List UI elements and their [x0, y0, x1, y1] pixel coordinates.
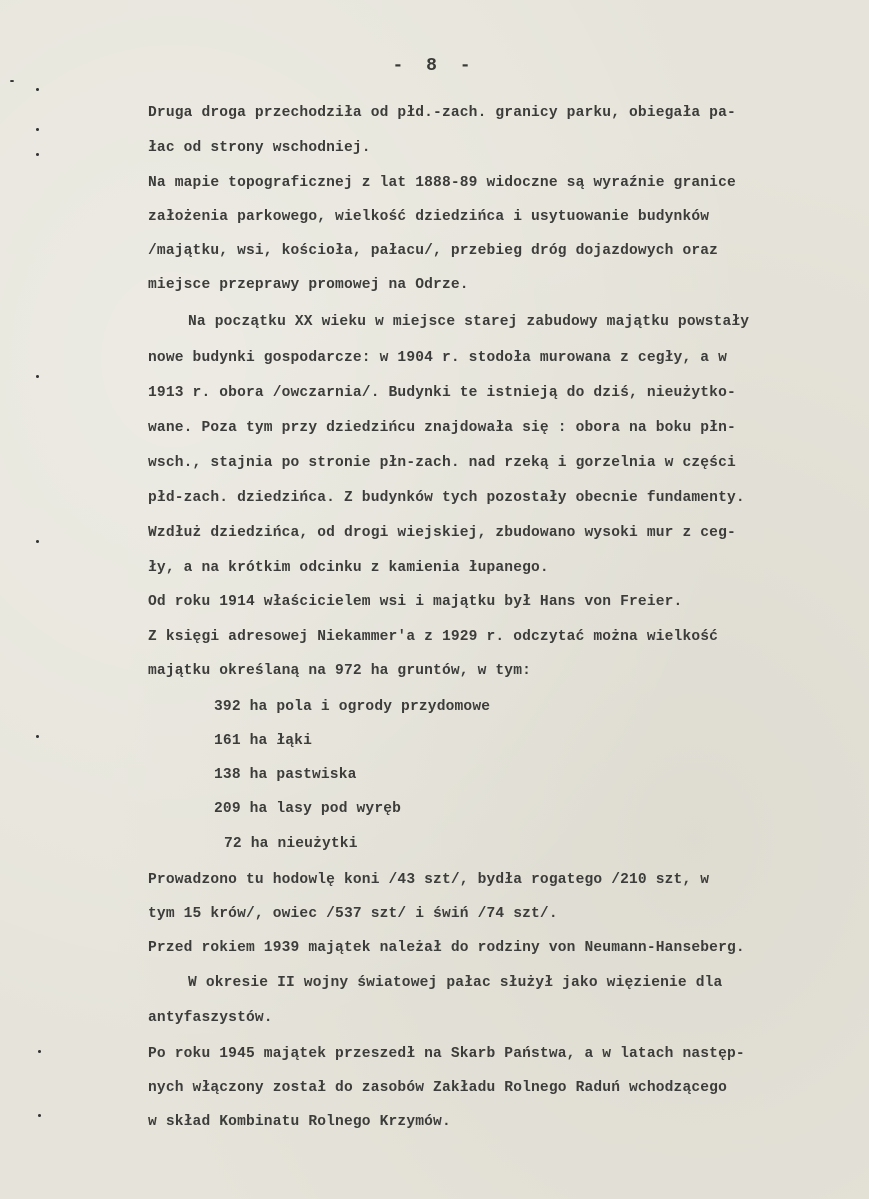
text-line: Na początku XX wieku w miejsce starej zabudowy majątku powstały	[188, 314, 750, 330]
land-use-item: 72 ha nieużytki	[224, 836, 358, 852]
text-line: W okresie II wojny światowej pałac służył jako więzienie dla	[188, 975, 723, 991]
text-line: Prowadzono tu hodowlę koni /43 szt/, bydła rogatego /210 szt, w	[148, 872, 710, 888]
text-line: nowe budynki gospodarcze: w 1904 r. stodoła murowana z cegły, a w	[148, 350, 727, 366]
text-line: Z księgi adresowej Niekammer'a z 1929 r. odczytać można wielkość	[148, 629, 719, 645]
text-line: tym 15 krów/, owiec /537 szt/ i świń /74 szt/.	[148, 906, 558, 922]
text-line: Wzdłuż dziedzińca, od drogi wiejskiej, zbudowano wysoki mur z ceg-	[148, 525, 736, 541]
land-use-item: 392 ha pola i ogrody przydomowe	[214, 699, 491, 715]
margin-dot	[36, 88, 39, 91]
text-line: wane. Poza tym przy dziedzińcu znajdowała się : obora na boku płn-	[148, 420, 736, 436]
page-number: - 8 -	[392, 56, 477, 76]
text-line: wsch., stajnia po stronie płn-zach. nad rzeką i gorzelnia w części	[148, 455, 736, 471]
margin-dot	[38, 1050, 41, 1053]
text-line: /majątku, wsi, kościoła, pałacu/, przebieg dróg dojazdowych oraz	[148, 243, 719, 259]
text-line: Druga droga przechodziła od płd.-zach. granicy parku, obiegała pa-	[148, 105, 736, 121]
text-line: założenia parkowego, wielkość dziedzińca i usytuowanie budynków	[148, 209, 710, 225]
land-use-item: 209 ha lasy pod wyręb	[214, 801, 402, 817]
margin-dot	[36, 153, 39, 156]
margin-dot	[36, 375, 39, 378]
margin-mark	[10, 80, 14, 82]
margin-dot	[36, 540, 39, 543]
text-line: płd-zach. dziedzińca. Z budynków tych pozostały obecnie fundamenty.	[148, 490, 745, 506]
text-line: nych włączony został do zasobów Zakładu Rolnego Raduń wchodzącego	[148, 1080, 727, 1096]
margin-dot	[38, 1114, 41, 1117]
land-use-item: 138 ha pastwiska	[214, 767, 357, 783]
text-line: miejsce przeprawy promowej na Odrze.	[148, 277, 469, 293]
text-line: łac od strony wschodniej.	[148, 140, 371, 156]
text-line: Od roku 1914 właścicielem wsi i majątku był Hans von Freier.	[148, 594, 683, 610]
text-line: Przed rokiem 1939 majątek należał do rodziny von Neumann-Hanseberg.	[148, 940, 745, 956]
text-line: majątku określaną na 972 ha gruntów, w tym:	[148, 663, 532, 679]
text-line: 1913 r. obora /owczarnia/. Budynki te istnieją do dziś, nieużytko-	[148, 385, 736, 401]
land-use-item: 161 ha łąki	[214, 733, 312, 749]
text-line: w skład Kombinatu Rolnego Krzymów.	[148, 1114, 451, 1130]
text-line: antyfaszystów.	[148, 1010, 273, 1026]
margin-dot	[36, 128, 39, 131]
text-line: Na mapie topograficznej z lat 1888-89 widoczne są wyraźnie granice	[148, 175, 736, 191]
text-line: ły, a na krótkim odcinku z kamienia łupanego.	[148, 560, 549, 576]
text-line: Po roku 1945 majątek przeszedł na Skarb Państwa, a w latach następ-	[148, 1046, 745, 1062]
margin-dot	[36, 735, 39, 738]
